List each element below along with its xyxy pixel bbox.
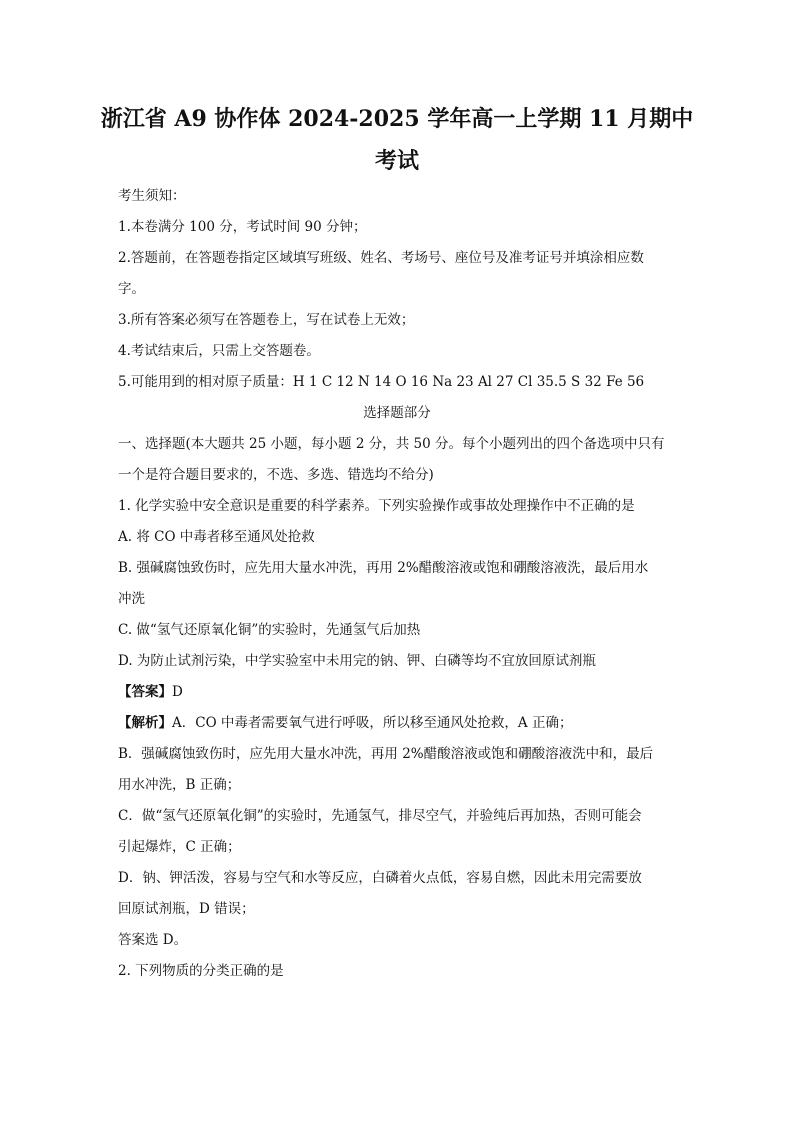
notice-item-2-cont: 字。 <box>118 281 145 297</box>
notice-item-5: 5.可能用到的相对原子质量：H 1 C 12 N 14 O 16 Na 23 Al 27 Cl 35.5 S 32 Fe 56 <box>118 374 645 390</box>
question-1-stem: 1. 化学实验中安全意识是重要的科学素养。下列实验操作或事故处理操作中不正确的是 <box>118 498 635 514</box>
analysis-a: A．CO 中毒者需要氧气进行呼吸，所以移至通风处抢救，A 正确； <box>172 715 573 731</box>
notice-item-4: 4.考试结束后，只需上交答题卷。 <box>118 343 320 359</box>
question-1-answer <box>118 682 183 702</box>
question-1-option-b: B. 强碱腐蚀致伤时，应先用大量水冲洗，再用 2%醋酸溶液或饱和硼酸溶液洗，最后用水 <box>118 560 649 576</box>
analysis-d-line1: D．钠、钾活泼，容易与空气和水等反应，白磷着火点低，容易自燃，因此未用完需要放 <box>118 870 642 886</box>
question-2-stem: 2. 下列物质的分类正确的是 <box>118 963 284 979</box>
section-heading: 选择题部分 <box>363 405 431 421</box>
question-1-option-c: C. 做“氢气还原氧化铜”的实验时，先通氢气后加热 <box>118 622 421 638</box>
question-1-conclusion: 答案选 D。 <box>118 932 188 948</box>
section-intro-line2: 一个是符合题目要求的，不选、多选、错选均不给分) <box>118 467 434 483</box>
section-intro-line1: 一、选择题(本大题共 25 小题，每小题 2 分，共 50 分。每个小题列出的四个备选项中只有 <box>118 436 665 452</box>
question-1-analysis <box>118 713 572 733</box>
analysis-c-line2: 引起爆炸，C 正确； <box>118 839 241 855</box>
answer-label: 【答案】 <box>118 684 172 700</box>
analysis-c-line1: C．做“氢气还原氧化铜”的实验时，先通氢气，排尽空气，并验纯后再加热，否则可能会 <box>118 808 642 824</box>
question-1-option-d: D. 为防止试剂污染，中学实验室中未用完的钠、钾、白磷等均不宜放回原试剂瓶 <box>118 653 596 669</box>
document-title-line2: 考试 <box>374 148 419 174</box>
analysis-b-line2: 用水冲洗，B 正确； <box>118 777 241 793</box>
notice-item-3: 3.所有答案必须写在答题卷上，写在试卷上无效； <box>118 312 415 328</box>
notice-item-1: 1.本卷满分 100 分，考试时间 90 分钟； <box>118 219 367 235</box>
question-1-option-a: A. 将 CO 中毒者移至通风处抢救 <box>118 529 315 545</box>
analysis-label: 【解析】 <box>118 715 172 731</box>
analysis-d-line2: 回原试剂瓶，D 错误； <box>118 901 255 917</box>
analysis-b-line1: B．强碱腐蚀致伤时，应先用大量水冲洗，再用 2%醋酸溶液或饱和硼酸溶液洗中和，最后 <box>118 746 654 762</box>
document-title-line1: 浙江省 A9 协作体 2024-2025 学年高一上学期 11 月期中 <box>100 106 694 132</box>
question-1-option-b-cont: 冲洗 <box>118 591 145 607</box>
notice-heading: 考生须知： <box>118 188 186 204</box>
notice-item-2: 2.答题前，在答题卷指定区域填写班级、姓名、考场号、座位号及准考证号并填涂相应数 <box>118 250 644 266</box>
answer-value: D <box>172 684 183 700</box>
